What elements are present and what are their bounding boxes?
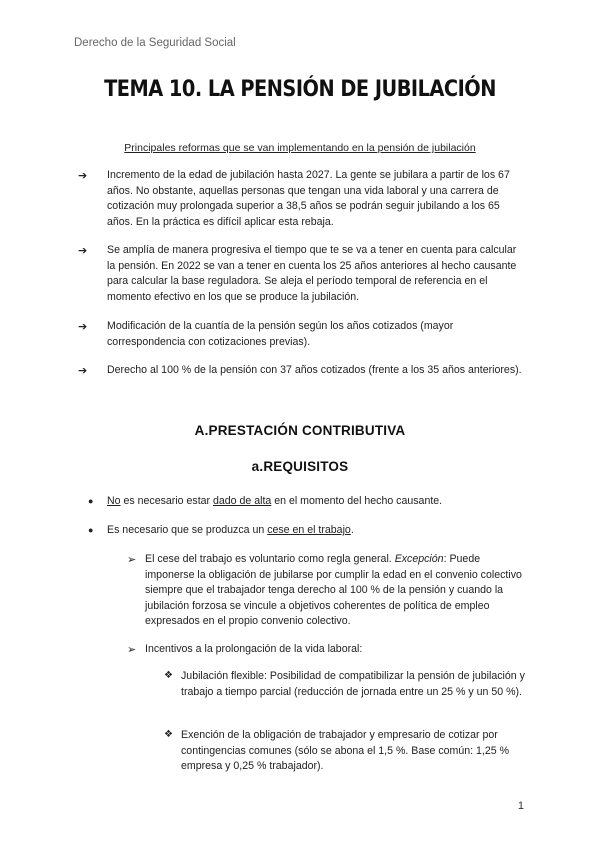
text-run: es necesario estar: [120, 495, 213, 507]
arrowhead-bullet-icon: ➢: [127, 554, 137, 566]
arrow-bullet-icon: ➔: [78, 170, 88, 182]
bullet-dot-icon: ●: [88, 496, 94, 506]
text-run: en el momento del hecho causante.: [271, 495, 443, 507]
text-underlined: dado de alta: [213, 495, 272, 507]
page-title: TEMA 10. LA PENSIÓN DE JUBILACIÓN: [104, 76, 496, 102]
requisito-item: [107, 523, 527, 539]
reform-item: Incremento de la edad de jubilación hasta 2027. La gente se jubilara a partir de los 67 años. No obstante, aquellas personas que tengan una vida laboral y una carrera de cotización muy prolongada superior a 38,5 años se podrán seguir jubilando a los 65 años. En la práctica es difícil aplicar esta rebaja.: [107, 169, 510, 228]
arrowhead-bullet-icon: ➢: [127, 644, 137, 656]
incentive-item: Jubilación flexible: Posibilidad de compatibilizar la pensión de jubilación y trabajo a tiempo parcial (reducción de jornada entre un 25 % y un 50 %).: [181, 670, 525, 698]
requisito-item: [107, 494, 527, 510]
bullet-dot-icon: ●: [88, 525, 94, 535]
reform-item: Se amplía de manera progresiva el tiempo que te se va a tener en cuenta para calcular la pensión. En 2022 se van a tener en cuenta los 25 años anteriores al hecho causante para calcular la base reguladora. Se aleja el período temporal de referencia en el momento efectivo en los que se produce la jubilación.: [107, 244, 517, 303]
arrow-bullet-icon: ➔: [78, 365, 88, 377]
arrow-bullet-icon: ➔: [78, 245, 88, 257]
text-underlined: cese en el trabajo: [267, 524, 351, 536]
arrow-bullet-icon: ➔: [78, 321, 88, 333]
reform-item: Modificación de la cuantía de la pensión según los años cotizados (mayor correspondencia con cotizaciones previas).: [107, 320, 454, 348]
text-run: El cese del trabajo es voluntario como regla general.: [145, 553, 395, 565]
text-run: : Puede imponerse la obligación de jubilarse por cumplir la edad en el convenio colectivo siempre que el trabajador tenga derecho al 100 % de la pensión y cuando la jubilación forzosa se vincule a objetivos coherentes de política de empleo expresados en el propio convenio colectivo.: [145, 553, 522, 628]
section-heading: A.PRESTACIÓN CONTRIBUTIVA: [194, 423, 406, 438]
page-number: 1: [517, 800, 524, 812]
text-italic: Excepción: [394, 553, 444, 565]
incentive-item: Exención de la obligación de trabajador y empresario de cotizar por contingencias comunes (sólo se abona el 1,5 %. Base común: 1,25 % empresa y 0,25 % trabajador).: [181, 729, 510, 773]
requisito-subitem: Incentivos a la prolongación de la vida laboral:: [145, 643, 363, 655]
running-header: Derecho de la Seguridad Social: [74, 37, 236, 49]
text-underlined: No: [107, 495, 121, 507]
diamond-bullet-icon: ❖: [164, 729, 173, 740]
requisito-subitem: [145, 552, 528, 630]
subsection-heading: a.REQUISITOS: [251, 459, 349, 474]
diamond-bullet-icon: ❖: [164, 670, 173, 681]
text-run: .: [350, 524, 354, 536]
reforms-subtitle: Principales reformas que se van implementando en la pensión de jubilación: [124, 142, 476, 154]
text-run: Es necesario que se produzca un: [107, 524, 268, 536]
reform-item: Derecho al 100 % de la pensión con 37 años cotizados (frente a los 35 años anteriores).: [107, 364, 522, 376]
